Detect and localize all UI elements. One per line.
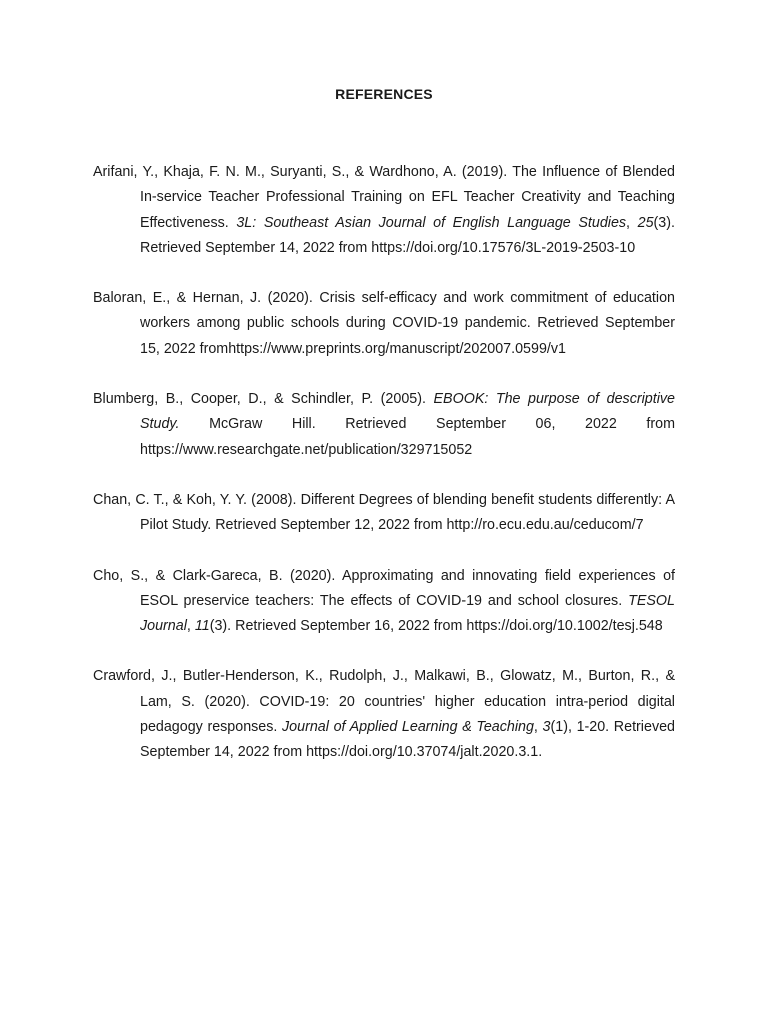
- reference-text: (3). Retrieved September 14, 2022 from https://doi.org/10.17576/3L-2019-2503-10: [140, 214, 675, 256]
- journal-title: 3L: Southeast Asian Journal of English Language Studies: [236, 214, 627, 231]
- reference-separator: ,: [186, 618, 195, 635]
- page-title: REFERENCES: [335, 86, 433, 102]
- reference-text: Baloran, E., & Hernan, J. (2020). Crisis self-efficacy and work commitment of education workers among public schools during COVID-19 pandemic. Retrieved September 15, 2022 fromhttps://www.preprints.org/manuscript/202007.0599/v1: [93, 290, 675, 357]
- journal-volume: 25: [637, 214, 654, 231]
- reference-entry-cho: [93, 564, 675, 640]
- reference-separator: ,: [626, 214, 638, 231]
- reference-entry-blumberg: [93, 387, 675, 463]
- reference-text: Blumberg, B., Cooper, D., & Schindler, P. (2005).: [93, 391, 434, 408]
- reference-text: (3). Retrieved September 16, 2022 from https://doi.org/10.1002/tesj.548: [209, 618, 663, 635]
- reference-entry-baloran: [93, 286, 675, 362]
- journal-title: TESOL Journal: [140, 592, 675, 635]
- reference-text: Chan, C. T., & Koh, Y. Y. (2008). Different Degrees of blending benefit students differently: A Pilot Study. Retrieved September 12, 2022 from http://ro.ecu.edu.au/ceducom/7: [93, 491, 675, 534]
- reference-separator: ,: [533, 719, 543, 736]
- reference-text: (1), 1-20. Retrieved September 14, 2022 from https://doi.org/10.37074/jalt.2020.3.1.: [140, 719, 675, 761]
- reference-entry-arifani: [93, 160, 675, 261]
- reference-text: Arifani, Y., Khaja, F. N. M., Suryanti, S., & Wardhono, A. (2019). The Influence of Blended In-service Teacher Professional Training on EFL Teacher Creativity and Teaching Effectiveness.: [93, 164, 675, 231]
- reference-text: McGraw Hill. Retrieved September 06, 2022 from https://www.researchgate.net/publication/329715052: [140, 416, 675, 458]
- journal-volume: 11: [194, 618, 210, 635]
- reference-entry-chan: [93, 488, 675, 539]
- journal-title: Journal of Applied Learning & Teaching: [282, 719, 534, 736]
- book-title: EBOOK: The purpose of descriptive Study.: [140, 391, 675, 433]
- reference-text: Crawford, J., Butler-Henderson, K., Rudolph, J., Malkawi, B., Glowatz, M., Burton, R., & Lam, S. (2020). COVID-19: 20 countries' higher education intra-period digital pedagogy responses.: [93, 668, 675, 736]
- reference-text: Cho, S., & Clark-Gareca, B. (2020). Approximating and innovating field experiences of ESOL preservice teachers: The effects of COVID-19 and school closures.: [93, 567, 675, 609]
- journal-volume: 3: [542, 719, 551, 736]
- reference-entry-crawford: [93, 664, 675, 765]
- reference-list: [93, 160, 675, 791]
